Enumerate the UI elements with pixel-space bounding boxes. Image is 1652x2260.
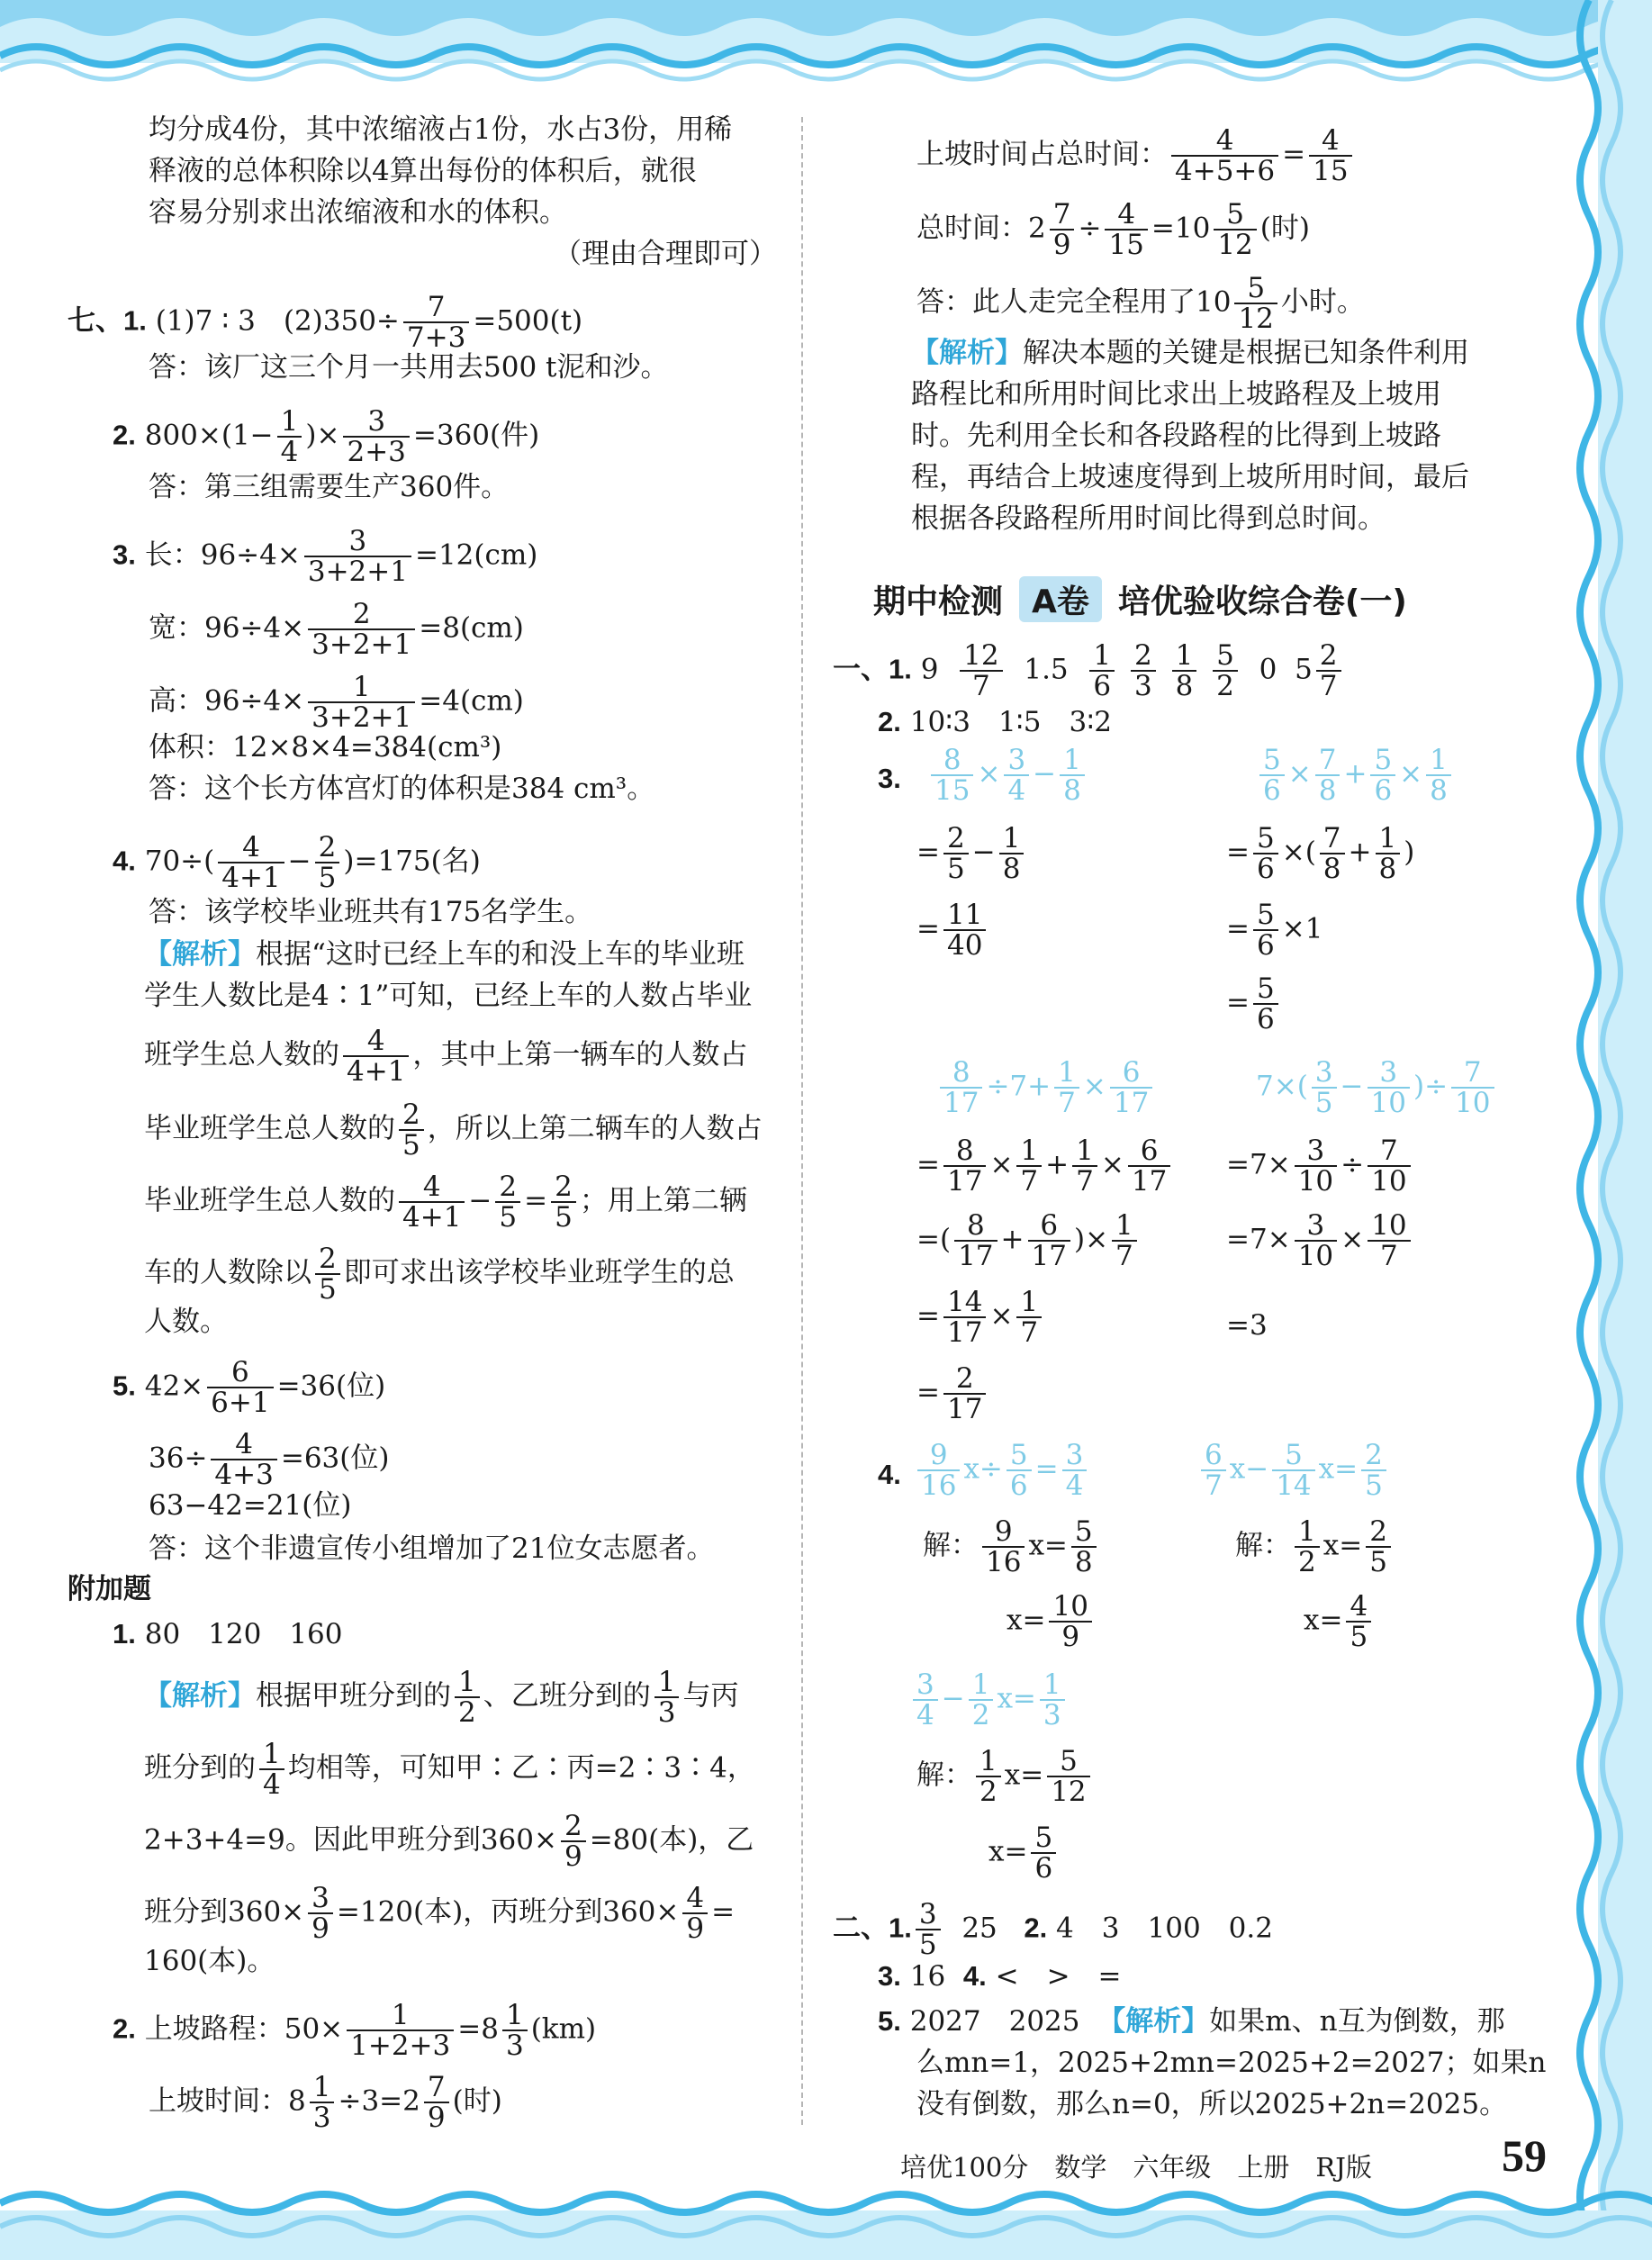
question-label: 2. [113, 2012, 136, 2045]
answer-line: 答：这个长方体宫灯的体积是384 cm³。 [149, 773, 655, 805]
question-label: 4. [113, 845, 136, 877]
answer-line: 答：第三组需要生产360件。 [149, 471, 510, 503]
explanation-line: 学生人数比是4∶1”可知，已经上车的人数占毕业 [144, 980, 753, 1012]
text-line: （理由合理即可） [554, 238, 777, 270]
q4-line: 4. 70÷( $\frac{4}{4+1}$ − $\frac{2}{5}$ )=175(名) [113, 831, 481, 894]
wave-top-border [0, 0, 1652, 117]
calc-2-step: = $\frac{5}{6}$ [1226, 974, 1282, 1034]
page-number: 59 [1502, 2130, 1547, 2181]
expr: (1)7 ∶ 3 (2)350÷ [155, 304, 400, 338]
eq-1-step: 解： $\frac{9}{16}$ x= $\frac{5}{8}$ [923, 1517, 1100, 1577]
s2-line: 2. 10∶3 1∶5 3∶2 [878, 706, 1112, 738]
q5-line: 5. 42× $\frac{6}{6+1}$ =36(位) [113, 1356, 386, 1419]
analysis-tag: 【解析】 [144, 1679, 256, 1713]
time-ratio-line: 上坡时间占总时间： $\frac{4}{4+5+6}$ = $\frac{4}{15}$ [916, 126, 1356, 185]
explanation-line: 毕业班学生总人数的 $\frac{4}{4+1}$ − $\frac{2}{5}$ = $\frac{2}{5}$ ；用上第二辆 [144, 1171, 747, 1234]
footer-text: 培优100分 数学 六年级 上册 RJ版 [900, 2152, 1372, 2183]
question-label: 七、1. [68, 304, 147, 337]
s3-label: 3. [878, 763, 901, 794]
calc-4-step: =3 [1226, 1309, 1268, 1342]
explanation-line: 毕业班学生总人数的 $\frac{2}{5}$ ，所以上第二辆车的人数占 [144, 1098, 763, 1162]
explanation-line: 路程比和所用时间比求出上坡路程及上坡用 [911, 378, 1441, 411]
explanation-line: 车的人数除以 $\frac{2}{5}$ 即可求出该学校毕业班学生的总 [144, 1243, 735, 1306]
eq-1-question: $\frac{9}{16}$ x÷ $\frac{5}{6}$ = $\frac{3}{4}$ [914, 1441, 1090, 1500]
question-label: 2. [1024, 1912, 1048, 1944]
calc-2-step: = $\frac{5}{6}$ ×( $\frac{7}{8}$ + $\frac{1}{8}$ ) [1226, 822, 1415, 885]
explanation-line: 【解析】根据“这时已经上车的和没上车的毕业班 [144, 938, 745, 971]
bonus-heading: 附加题 [68, 1573, 151, 1605]
text-line: 均分成4份，其中浓缩液占1份，水占3份，用稀 [149, 113, 733, 146]
explanation-line: 班分到的 $\frac{1}{4}$ 均相等，可知甲∶乙∶丙=2∶3∶4， [144, 1738, 755, 1801]
explanation-line: 班学生总人数的 $\frac{4}{4+1}$ ，其中上第一辆车的人数占 [144, 1025, 748, 1088]
eq-2-step: 解： $\frac{1}{2}$ x= $\frac{2}{5}$ [1235, 1517, 1395, 1577]
question-label: 3. [878, 1960, 901, 1992]
wave-bottom-border [0, 2156, 1652, 2260]
explanation-line: 【解析】根据甲班分到的 $\frac{1}{2}$ 、乙班分到的 $\frac{1}{3}$ 与丙 [144, 1666, 739, 1729]
calc-3-step: = $\frac{2}{17}$ [916, 1364, 989, 1424]
s1-line: 一、1. 9 $\frac{12}{7}$ 1.5 $\frac{1}{6}$ $\frac{2}{3}$ $\frac{1}{8}$ $\frac{5}{2}$ 0 5 $\frac{2}{7}$ [833, 641, 1345, 701]
eq-3-question: $\frac{3}{4}$ − $\frac{1}{2}$ x= $\frac{1}{3}$ [909, 1670, 1069, 1730]
explanation-line: 160(本)。 [144, 1945, 275, 1977]
eq-3-step: x= $\frac{5}{6}$ [988, 1823, 1060, 1883]
explanation-line: 人数。 [144, 1306, 228, 1338]
calc-3-question: $\frac{8}{17}$ ÷7+ $\frac{1}{7}$ × $\frac{6}{17}$ [936, 1058, 1156, 1117]
explanation-line: 么mn=1，2025+2mn=2025+2=2027；如果n [916, 2047, 1547, 2079]
q3-width-line: 宽：96÷4× $\frac{2}{3+2+1}$ =8(cm) [149, 598, 524, 661]
answer-line: 答：此人走完全程用了10 $\frac{5}{12}$ 小时。 [916, 272, 1365, 335]
answer-line: 答：该学校毕业班共有175名学生。 [149, 896, 593, 928]
paper-badge: A卷 [1019, 576, 1102, 622]
text-line: 容易分别求出浓缩液和水的体积。 [149, 196, 567, 229]
explanation-line: 根据各段路程所用时间比得到总时间。 [911, 502, 1386, 535]
column-divider [801, 117, 803, 2125]
question-label: 二、1. [833, 1912, 912, 1944]
wave-right-border [1562, 0, 1652, 2260]
q3-length-line: 3. 长：96÷4× $\frac{3}{3+2+1}$ =12(cm) [113, 525, 538, 588]
question-label: 5. [113, 1370, 136, 1402]
explanation-line: 2+3+4=9。因此甲班分到360× $\frac{2}{9}$ =80(本)，乙 [144, 1810, 754, 1873]
explanation-line: 没有倒数，那么n=0，所以2025+2n=2025。 [916, 2088, 1508, 2120]
calc-4-step: =7× $\frac{3}{10}$ × $\frac{10}{7}$ [1226, 1211, 1414, 1270]
calc-3-step: = $\frac{14}{17}$ × $\frac{1}{7}$ [916, 1288, 1045, 1347]
q2-line: 2. 800×(1− $\frac{1}{4}$ )× $\frac{3}{2+3}$ =360(件) [113, 405, 540, 468]
question-label: 一、1. [833, 653, 912, 685]
analysis-tag: 【解析】 [1097, 2005, 1210, 2038]
calc-3-step: = $\frac{8}{17}$ × $\frac{1}{7}$ + $\frac{1}{7}$ × $\frac{6}{17}$ [916, 1136, 1174, 1196]
question-label: 2. [878, 706, 901, 737]
q3-volume-line: 体积：12×8×4=384(cm³) [149, 731, 502, 764]
t3-t4-line: 3. 16 4. < > = [878, 1960, 1122, 1993]
question-label: 2. [113, 419, 136, 451]
calc-2-question: $\frac{5}{6}$ × $\frac{7}{8}$ + $\frac{5}{6}$ × $\frac{1}{8}$ [1256, 746, 1455, 805]
q5-line: 63−42=21(位) [149, 1489, 352, 1522]
eq-2-step: x= $\frac{4}{5}$ [1304, 1592, 1375, 1651]
answer-line: 答：这个非遗宣传小组增加了21位女志愿者。 [149, 1532, 715, 1565]
calc-3-step: =( $\frac{8}{17}$ + $\frac{6}{17}$ )× $\frac{1}{7}$ [916, 1211, 1141, 1270]
calc-4-step: =7× $\frac{3}{10}$ ÷ $\frac{7}{10}$ [1226, 1136, 1414, 1196]
question-label: 3. [113, 538, 136, 571]
bonus-1-line: 1. 80 120 160 [113, 1618, 343, 1650]
answer-line: 答：该厂这三个月一共用去500 t泥和沙。 [149, 351, 669, 384]
q7-1-line [68, 293, 582, 352]
explanation-line: 【解析】解决本题的关键是根据已知条件利用 [911, 337, 1469, 369]
s4-label: 4. [878, 1459, 901, 1490]
text-line: 释液的总体积除以4算出每份的体积后，就很 [149, 155, 697, 187]
t5-line: 5. 2027 2025 【解析】如果m、n互为倒数，那 [878, 2005, 1505, 2038]
expr: =500(t) [473, 304, 583, 338]
t1-t2-line: 二、1. $\frac{3}{5}$ 25 2. 4 3 100 0.2 [833, 1898, 1273, 1961]
calc-4-question: 7×( $\frac{3}{5}$ − $\frac{3}{10}$ )÷ $\frac{7}{10}$ [1256, 1058, 1498, 1117]
calc-1-step: = $\frac{2}{5}$ − $\frac{1}{8}$ [916, 824, 1027, 883]
calc-1-question: $\frac{8}{15}$ × $\frac{3}{4}$ − $\frac{1}{8}$ [927, 746, 1088, 805]
explanation-line: 时。先利用全长和各段路程的比得到上坡路 [911, 420, 1441, 452]
bonus-2-line: 2. 上坡路程：50× $\frac{1}{1+2+3}$ =8 $\frac{1}{3}$ (km) [113, 1999, 597, 2062]
question-label: 4. [962, 1960, 987, 1992]
section-title: 期中检测 A卷 培优验收综合卷(一) [873, 576, 1407, 622]
question-label: 1. [113, 1618, 136, 1650]
total-time-line: 总时间：2 $\frac{7}{9}$ ÷ $\frac{4}{15}$ =10 $\frac{5}{12}$ (时) [916, 198, 1310, 261]
bonus-2-line: 上坡时间：8 $\frac{1}{3}$ ÷3=2 $\frac{7}{9}$ (时) [149, 2071, 502, 2134]
calc-1-step: = $\frac{11}{40}$ [916, 900, 989, 960]
q3-height-line: 高：96÷4× $\frac{1}{3+2+1}$ =4(cm) [149, 671, 524, 734]
q5-line: 36÷ $\frac{4}{4+3}$ =63(位) [149, 1428, 390, 1491]
calc-2-step: = $\frac{5}{6}$ ×1 [1226, 899, 1323, 962]
eq-1-step: x= $\frac{10}{9}$ [1007, 1592, 1096, 1651]
explanation-line: 班分到360× $\frac{3}{9}$ =120(本)，丙班分到360× $\frac{4}{9}$ = [144, 1882, 736, 1945]
eq-3-step: 解： $\frac{1}{2}$ x= $\frac{5}{12}$ [916, 1747, 1094, 1806]
fraction: $\frac{7}{7+3}$ [403, 293, 469, 352]
question-label: 5. [878, 2005, 901, 2037]
explanation-line: 程，再结合上坡速度得到上坡所用时间，最后 [911, 461, 1469, 493]
analysis-tag: 【解析】 [911, 337, 1023, 369]
eq-2-question: $\frac{6}{7}$ x− $\frac{5}{14}$ x= $\frac{2}{5}$ [1197, 1441, 1390, 1500]
analysis-tag: 【解析】 [144, 938, 256, 971]
